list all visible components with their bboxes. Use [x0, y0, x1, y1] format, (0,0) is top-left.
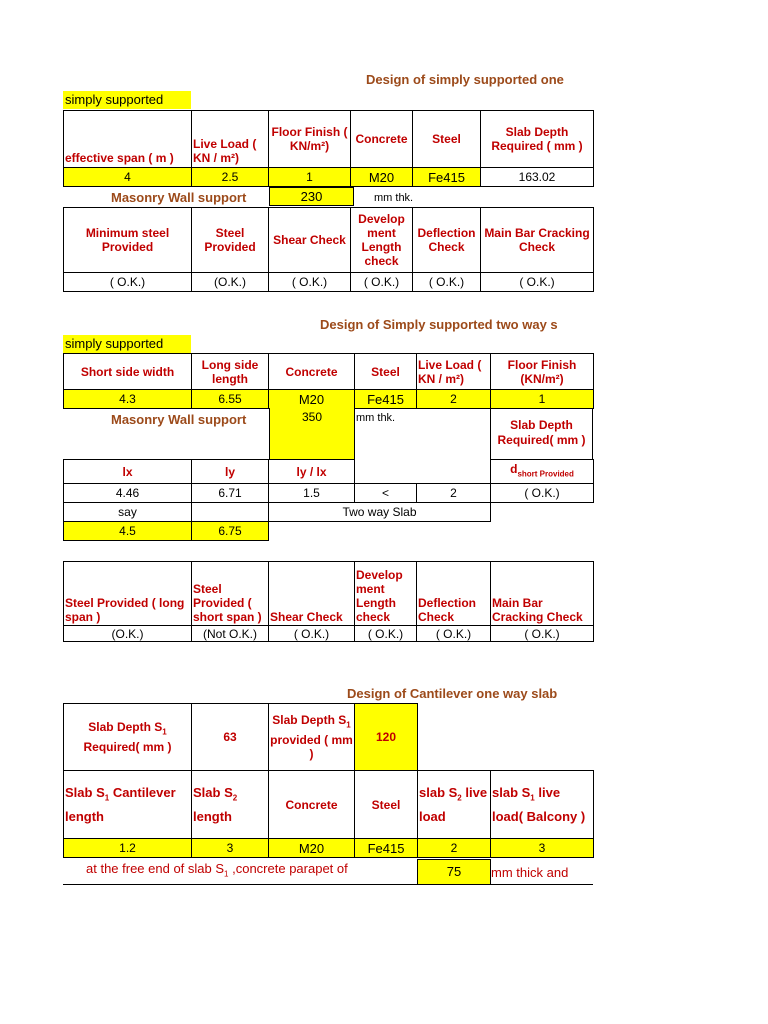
section2-title: Design of Simply supported two way s [320, 317, 558, 332]
section2-wall-value[interactable]: 350 [269, 408, 355, 460]
cell-concrete[interactable]: M20 [351, 168, 413, 187]
header-deflection: Deflection Check [417, 562, 491, 626]
header-ly: ly [192, 460, 269, 484]
header-steel: Steel [355, 354, 417, 390]
header-steel-short: Steel Provided ( short span ) [192, 562, 269, 626]
check-dev-length: ( O.K.) [355, 626, 417, 642]
cell-depth-provided[interactable]: 120 [355, 704, 418, 771]
cell-lx: 4.46 [64, 484, 192, 503]
header-short-side: Short side width [64, 354, 192, 390]
cell-live-load[interactable]: 2.5 [192, 168, 269, 187]
cell-ratio-limit: 2 [417, 484, 491, 503]
cell-long-side[interactable]: 6.55 [192, 390, 269, 409]
cell-depth-required: 63 [192, 704, 269, 771]
cell-short-side[interactable]: 4.3 [64, 390, 192, 409]
check-cracking: ( O.K.) [491, 626, 594, 642]
header-live-load: Live Load ( KN / m²) [192, 111, 269, 168]
header-dev-length: Develop ment Length check [351, 208, 413, 273]
section2-tag: simply supported [63, 335, 191, 353]
header-depth-provided: Slab Depth $S_1$ provided ( mm ) [269, 704, 355, 771]
check-shear: ( O.K.) [269, 273, 351, 292]
cell-s2-length[interactable]: 3 [192, 839, 269, 858]
cell-say-lx[interactable]: 4.5 [64, 522, 192, 541]
check-cracking: ( O.K.) [481, 273, 594, 292]
parapet-unit: mm thick and [491, 865, 569, 880]
cell-live-load[interactable]: 2 [417, 390, 491, 409]
header-d-short: $d_{short Provided}$ [491, 460, 594, 484]
cell-balcony-live-load[interactable]: 3 [491, 839, 594, 858]
header-s2-live-load: slab $S_2$ live load [418, 771, 491, 839]
header-concrete: Concrete [351, 111, 413, 168]
header-balcony-live-load: slab $S_1$ live load( Balcony ) [491, 771, 594, 839]
cell-say-label: say [64, 503, 192, 522]
section2-input-table [63, 353, 594, 409]
parapet-text: at the free end of slab $S_1$ ,concrete parapet of [86, 861, 348, 879]
check-steel-provided: (O.K.) [192, 273, 269, 292]
header-steel: Steel [413, 111, 481, 168]
check-deflection: ( O.K.) [413, 273, 481, 292]
header-floor-finish: Floor Finish ( KN/m²) [269, 111, 351, 168]
section1-tag: simply supported [63, 91, 191, 109]
cell-cantilever-length[interactable]: 1.2 [64, 839, 192, 858]
check-deflection: ( O.K.) [417, 626, 491, 642]
section2-wall-unit: mm thk. [356, 412, 396, 424]
section2-wall-label: Masonry Wall support [111, 412, 247, 427]
header-steel-provided: Steel Provided [192, 208, 269, 273]
section2-ratio-table [63, 459, 594, 541]
header-min-steel: Minimum steel Provided [64, 208, 192, 273]
section1-check-table [63, 207, 594, 292]
cell-floor-finish[interactable]: 1 [491, 390, 594, 409]
cell-steel[interactable]: Fe415 [413, 168, 481, 187]
header-s2-length: Slab $S_2$ length [192, 771, 269, 839]
header-cracking: Main Bar Cracking Check [481, 208, 594, 273]
header-lx: lx [64, 460, 192, 484]
section2-check-table [63, 561, 594, 642]
header-live-load: Live Load ( KN / m²) [417, 354, 491, 390]
section1-title: Design of simply supported one [366, 72, 564, 87]
cell-ratio: 1.5 [269, 484, 355, 503]
cell-slab-depth: 163.02 [481, 168, 594, 187]
section3-input-table [63, 770, 594, 858]
section1-wall-label: Masonry Wall support [111, 190, 247, 205]
section3-depth-table [63, 703, 418, 771]
cell-less-than: < [355, 484, 417, 503]
cell-s2-live-load[interactable]: 2 [418, 839, 491, 858]
cell-say-ly[interactable]: 6.75 [192, 522, 269, 541]
parapet-value[interactable]: 75 [417, 859, 491, 884]
parapet-rule [63, 884, 593, 885]
cell-floor-finish[interactable]: 1 [269, 168, 351, 187]
header-cantilever-length: Slab $S_1$ Cantilever length [64, 771, 192, 839]
check-dev-length: ( O.K.) [351, 273, 413, 292]
header-floor-finish: Floor Finish (KN/m²) [491, 354, 594, 390]
cell-concrete[interactable]: M20 [269, 390, 355, 409]
cell-two-way-slab: Two way Slab [269, 503, 491, 522]
check-steel-long: (O.K.) [64, 626, 192, 642]
header-ly-lx: ly / lx [269, 460, 355, 484]
header-steel: Steel [355, 771, 418, 839]
header-long-side: Long side length [192, 354, 269, 390]
cell-effective-span[interactable]: 4 [64, 168, 192, 187]
header-steel-long: Steel Provided ( long span ) [64, 562, 192, 626]
header-shear-check: Shear Check [269, 562, 355, 626]
check-min-steel: ( O.K.) [64, 273, 192, 292]
header-concrete: Concrete [269, 771, 355, 839]
section3-title: Design of Cantilever one way slab [347, 686, 558, 701]
cell-ly: 6.71 [192, 484, 269, 503]
cell-concrete[interactable]: M20 [269, 839, 355, 858]
header-deflection: Deflection Check [413, 208, 481, 273]
header-slab-depth: Slab Depth Required ( mm ) [481, 111, 594, 168]
check-steel-short: (Not O.K.) [192, 626, 269, 642]
section1-wall-value[interactable]: 230 [269, 187, 354, 206]
header-dev-length: Develop ment Length check [355, 562, 417, 626]
header-effective-span: effective span ( m ) [64, 111, 192, 168]
header-concrete: Concrete [269, 354, 355, 390]
check-shear: ( O.K.) [269, 626, 355, 642]
section2-slab-depth-label: Slab Depth Required( mm ) [490, 408, 593, 460]
cell-steel[interactable]: Fe415 [355, 839, 418, 858]
cell-d-short-check: ( O.K.) [491, 484, 594, 503]
header-shear-check: Shear Check [269, 208, 351, 273]
header-cracking: Main Bar Cracking Check [491, 562, 594, 626]
section1-wall-unit: mm thk. [374, 192, 414, 204]
section1-input-table [63, 110, 594, 187]
cell-steel[interactable]: Fe415 [355, 390, 417, 409]
header-depth-required: Slab Depth $S_1$ Required( mm ) [64, 704, 192, 771]
